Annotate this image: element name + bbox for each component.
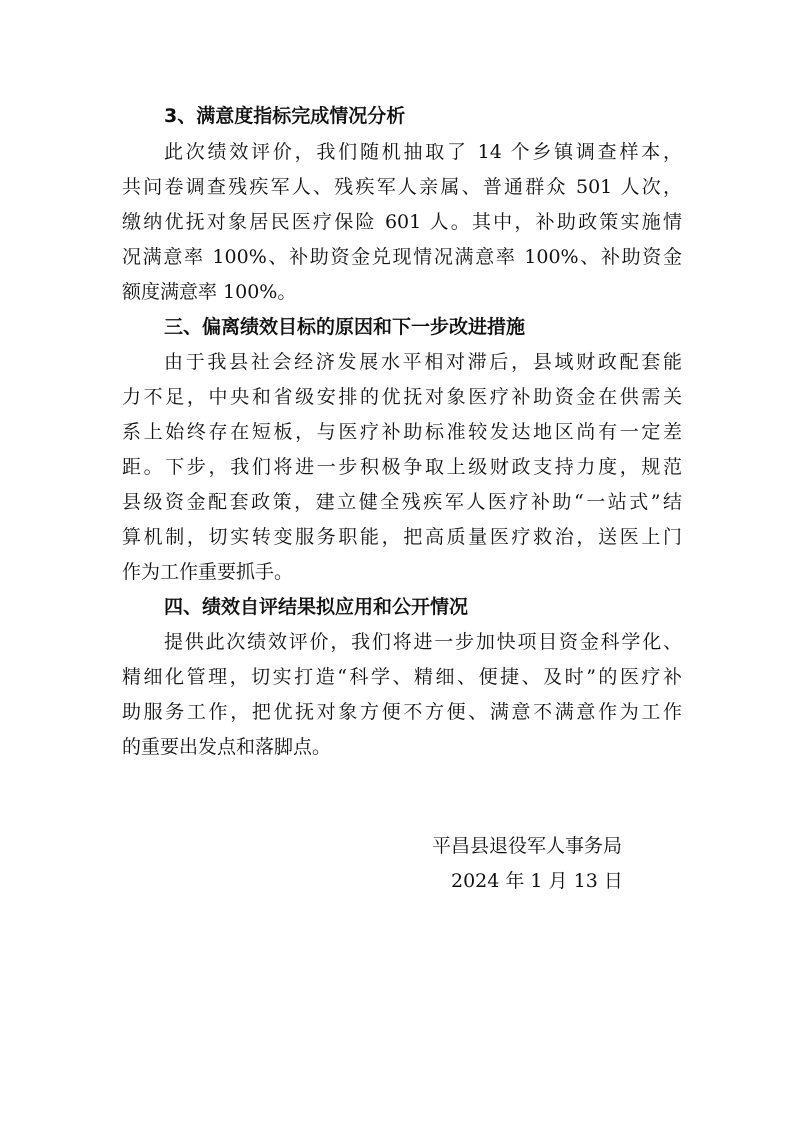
paragraph-line: 此次绩效评价，我们随机抽取了 14 个乡镇调查样本， [164, 141, 682, 163]
paragraph-line: 况满意率 100%、补助资金兑现情况满意率 100%、补助资金 [122, 246, 682, 268]
paragraph-line: 距。下步，我们将进一步积极争取上级财政支持力度，规范 [122, 456, 682, 478]
paragraph-line: 系上始终存在短板，与医疗补助标准较发达地区尚有一定差 [122, 421, 682, 443]
paragraph-line: 提供此次绩效评价，我们将进一步加快项目资金科学化、 [164, 631, 682, 653]
paragraph-line: 助服务工作，把优抚对象方便不方便、满意不满意作为工作 [122, 701, 682, 723]
paragraph-line: 县级资金配套政策，建立健全残疾军人医疗补助“一站式”结 [122, 491, 682, 513]
paragraph-line: 精细化管理，切实打造“科学、精细、便捷、及时”的医疗补 [122, 666, 682, 688]
paragraph-line: 算机制，切实转变服务职能，把高质量医疗救治，送医上门 [122, 526, 682, 548]
paragraph-line: 共问卷调查残疾军人、残疾军人亲属、普通群众 501 人次， [122, 176, 682, 198]
paragraph-line: 的重要出发点和落脚点。 [122, 736, 332, 758]
section-heading: 三、偏离绩效目标的原因和下一步改进措施 [164, 316, 526, 338]
signature-date: 2024 年 1 月 13 日 [451, 870, 623, 892]
paragraph-line: 力不足，中央和省级安排的优抚对象医疗补助资金在供需关 [122, 386, 682, 408]
section-heading: 3、满意度指标完成情况分析 [164, 105, 406, 127]
paragraph-line: 缴纳优抚对象居民医疗保险 601 人。其中，补助政策实施情 [122, 211, 682, 233]
paragraph-line: 额度满意率 100%。 [122, 281, 297, 303]
signature-organization: 平昌县退役军人事务局 [432, 835, 623, 857]
paragraph-line: 由于我县社会经济发展水平相对滞后，县域财政配套能 [164, 351, 682, 373]
paragraph-line: 作为工作重要抓手。 [122, 561, 294, 583]
section-heading: 四、绩效自评结果拟应用和公开情况 [164, 596, 469, 618]
